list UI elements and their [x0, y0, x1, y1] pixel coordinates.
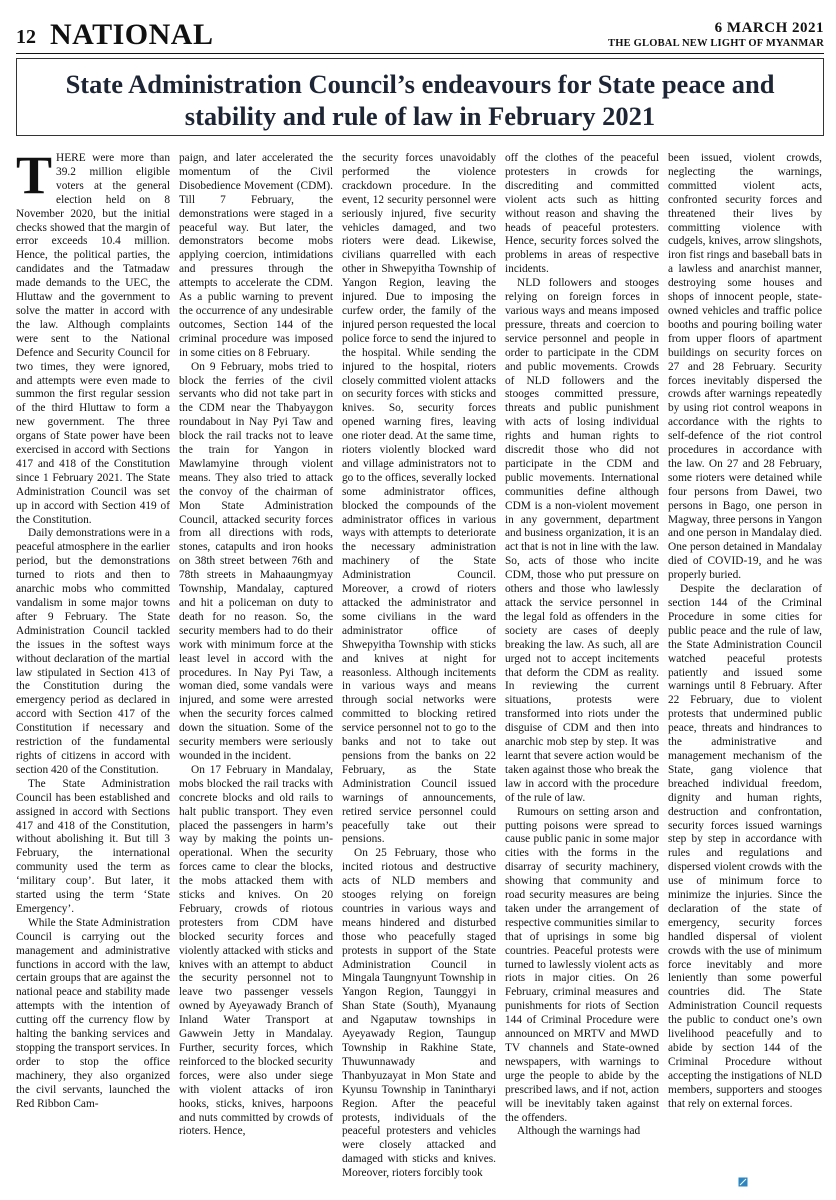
drop-cap: T [16, 152, 53, 205]
paragraph: off the clothes of the peaceful protesters in crowds for discrediting and committed violent acts such as hitting without reason and shaving the heads of peaceful protesters. Hence, security forces solved the problems in areas of respective incidents. [505, 152, 659, 276]
paragraph: Rumours on setting arson and putting poisons were spread to cause public panic in some major cities with the forms in the disarray of security machinery, showing that community and road security measures are being taken under the arrangement of respective communities similar to that of uprisings in some big countries. Peaceful protests were turned to lawlessly violent acts as riots in major cities. On 26 February, criminal measures and punishments for riots of Section 144 of Criminal Procedure were announced on MRTV and MWD TV channels and State-owned newspapers, with warnings to urge the people to abide by the prescribed laws, and if not, action will be inevitably taken against the offenders. [505, 805, 659, 1124]
end-mark-icon [738, 1174, 748, 1184]
paragraph: NLD followers and stooges relying on foreign forces in various ways and means imposed pressure, threats and coercion to service personnel and people in order to participate in the CDM and public movements. Crowds of NLD followers and the stooges committed pressure, threats and public punishment with acts of losing individual rights and human rights to discredit those who did not participate in the CDM and public movements. International communities define although CDM is a non-violent movement in any government, department and business organization, it is an act that is not in line with the law. So, acts of those who incite CDM, those who put pressure on others and those who lawlessly attack the service personnel in the legal fold as offenders in the society are cases of deeply breaking the law. As such, all are urged not to accept incitements that deform the CDM as reality. In reviewing the current situations, protests were transformed into riots under the disguise of CDM and then into anarchic mob step by step. It was learnt that severe action would be taken against those who break the law in accord with the procedure of the rule of law. [505, 277, 659, 804]
header-rule [16, 53, 824, 54]
paragraph: On 17 February in Mandalay, mobs blocked the rail tracks with concrete blocks and old rails to halt public transport. They even placed the passengers in harm’s way by making the points un-operational. When the security forces came to clear the blocks, the mobs attacked them with sticks and knives. On 20 February, crowds of riotous protesters from CDM have blocked security forces and violently attacked with sticks and knives with an attempt to abduct the security personnel not to leave two passenger vessels owned by Ayeyawady Branch of Inland Water Transport at Gawwein Jetty in Mandalay. Further, security forces, which reinforced to the blocked security forces, were also under siege with violent attacks of iron hooks, sticks, knives, harpoons and nuts committed by crowds of rioters. Hence, [179, 763, 333, 1138]
headline [17, 68, 823, 132]
headline-box [16, 58, 824, 136]
column-4 [505, 152, 659, 1190]
column-3 [342, 152, 496, 1190]
paragraph: been issued, violent crowds, neglecting the warnings, committed violent acts, confronted security forces and threatened their lives by committing violence with cudgels, knives, arrow slingshots, iron fist rings and baseball bats in a lawless and anarchist manner, destroying some houses and shops of innocent people, state-owned vehicles and traffic police booths and pouring boiling water from upper floors of apartment buildings on security forces on 27 and 28 February. Security forces inevitably dispersed the crowds after warnings repeatedly by using riot control weapons in accordance with the rights to self-defence of the riot control procedures in accordance with the law. On 27 and 28 February, some rioters were detained while four persons from Dawei, two persons in Bago, one person in Magway, three persons in Yangon and one person in Mandalay died. One person detained in Mandalay died of COVID-19, and he was properly buried. [668, 152, 822, 582]
column-1 [16, 152, 170, 1190]
paragraph: On 9 February, mobs tried to block the ferries of the civil servants who did not take part in the CDM near the Thabyaygon roundabout in Nay Pyi Taw and block the rail tracks not to leave the train for Yangon in Mawlamyine through violent means. They also tried to attack the convoy of the chairman of Mon State Administration Council, attacked security forces from all directions with rods, stones, catapults and iron hooks on 38th street between 76th and 78th streets in Mahaaungmyay Township, Mandalay, captured and hit a policeman on duty to death for no reason. So, the security members had to do their work with minimum force at the least level in accord with the procedures. In Nay Pyi Taw, a woman died, some vandals were injured, and some were arrested when the security forces calmed down the situation. Some of the security members were seriously wounded in the incident. [179, 360, 333, 762]
paragraph: The State Administration Council has been established and assigned in accord with Sections 417 and 418 of the Constitution, without abolishing it. But till 3 February, the international community used the term as ‘military coup’. But later, it started using the term ‘State Emergency’. [16, 777, 170, 915]
paragraph: paign, and later accelerated the momentum of the Civil Disobedience Movement (CDM). Till 7 February, the demonstrations were staged in a peaceful way. But later, the demonstrators become mobs applying coercion, intimidations and pressures through the attempts to accelerate the CDM. As a public warning to prevent the occurrence of any undesirable outcomes, Section 144 of the criminal procedure was imposed in some cities on 8 February. [179, 152, 333, 359]
newspaper-name: THE GLOBAL NEW LIGHT OF MYANMAR [608, 38, 824, 49]
page-header [16, 18, 824, 52]
section-name: NATIONAL [50, 18, 214, 51]
paragraph: While the State Administration Council is carrying out the management and administrative functions in accord with the law, certain groups that are against the national peace and stability made attempts with the intention of cutting off the currency flow by halting the banking services and stopping the transport services. In order to stop the office machinery, they also organized the civil servants, launched the Red Ribbon Cam- [16, 916, 170, 1110]
paragraph: THERE were more than 39.2 million eligible voters at the general election held on 8 November 2020, but the initial checks showed that the margin of error exceeds 10.4 million. Hence, the political parties, the candidates and the Tatmadaw made demands to the UEC, the Hluttaw and the government to solve the matter in accord with the law. Although complaints were sent to the National Defence and Security Council for two times, they were ignored, and attempts were even made to summon the first regular session of the third Hluttaw to form a new government. The three organs of State power have been exercised in accord with Sections 417 and 418 of the Constitution since 1 February 2021. The State Administration Council was set up in accord with Section 419 of the Constitution. [16, 152, 170, 526]
headline-line-2: stability and rule of law in February 2021 [184, 101, 656, 131]
paragraph: Despite the declaration of section 144 of the Criminal Procedure in some cities for public peace and the rule of law, the State Administration Council watched peaceful protests patiently and issued some warnings until 8 February. After 22 February, due to violent protests that undermined public peace, threats and hindrances to the administrative and management mechanism of the State, gang violence that breached individual freedom, dignity and human rights, destruction and confrontation, security forces issued warnings step by step in accordance with rules and regulations and dispersed violent crowds with the use of minimum force to minimize the injuries. Since the declaration of the state of emergency, security forces handled dispersal of violent crowds with the use of minimum force inevitably and more leniently than some powerful countries did. The State Administration Council requests the public to conduct one’s own livelihood peacefully and to abide by section 144 of the Criminal Procedure without accepting the instigations of NLD members, supporters and stooges that rely on external forces. [668, 583, 822, 1110]
paragraph: On 25 February, those who incited riotous and destructive acts of NLD members and stooges relying on foreign countries in various ways and means hindered and disturbed those who peacefully staged protests in support of the State Administration Council in Mingala Taungnyunt Township in Yangon Region, Taunggyi in Shan State (South), Myanaung and Ngaputaw townships in Ayeyawady Region, Taungup Township in Rakhine State, Thuwunnawady and Thanbyuzayat in Mon State and Kyunsu Township in Tanintharyi Region. After the peaceful protests, individuals of the peaceful protesters and vehicles were closely attacked and damaged with sticks and knives. Moreover, rioters forcibly took [342, 847, 496, 1180]
paragraph: the security forces unavoidably performed the violence crackdown procedure. In the event, 12 security personnel were seriously injured, five security vehicles damaged, and two rioters were dead. Likewise, civilians quarrelled with each other in Shwepyitha Township of Yangon Region, leaving the injured. Due to imposing the curfew order, the family of the injured person requested the local police force to send the injured to the hospital. While sending the injured to the hospital, rioters closely committed violent attacks on security forces with sticks and knives. So, security forces opened warning fires, leaving one rioter dead. At the same time, rioters violently blocked ward and village administrators not to go to the offices, severally locked some administrator offices, blocked the compounds of the administrator offices in various ways with attempts to deteriorate the necessary administration machinery of the State Administration Council. Moreover, a crowd of rioters attacked the administrator and some civilians in the ward administrator office of Shwepyitha Township with sticks and knives at night for reasonless. Although incitements in various ways and means through social networks were committed to blocking retired service personnel not to go to the banks and not to take out pensions from the banks on 22 February, as the State Administration Council issued warnings of announcements, retired service personnel could peacefully take out their pensions. [342, 152, 496, 846]
page-number: 12 [16, 26, 36, 48]
paragraph: Although the warnings had [517, 1125, 641, 1138]
issue-date: 6 MARCH 2021 [714, 20, 824, 36]
column-2 [179, 152, 333, 1190]
headline-line-1: State Administration Council’s endeavours for State peace and [65, 69, 775, 99]
paragraph: Daily demonstrations were in a peaceful atmosphere in the earlier period, but the demonstrations turned to riots and then to anarchic mobs who committed vandalism in some major towns after 9 February. The State Administration Council tackled the issues in the softest ways without declaration of the martial law stipulated in Section 413 of the Constitution during the emergency period as declared in accord with Section 417 of the Constitution if necessary and restriction of the fundamental rights of citizens in accord with section 420 of the Constitution. [16, 527, 170, 776]
column-5 [668, 152, 822, 1190]
